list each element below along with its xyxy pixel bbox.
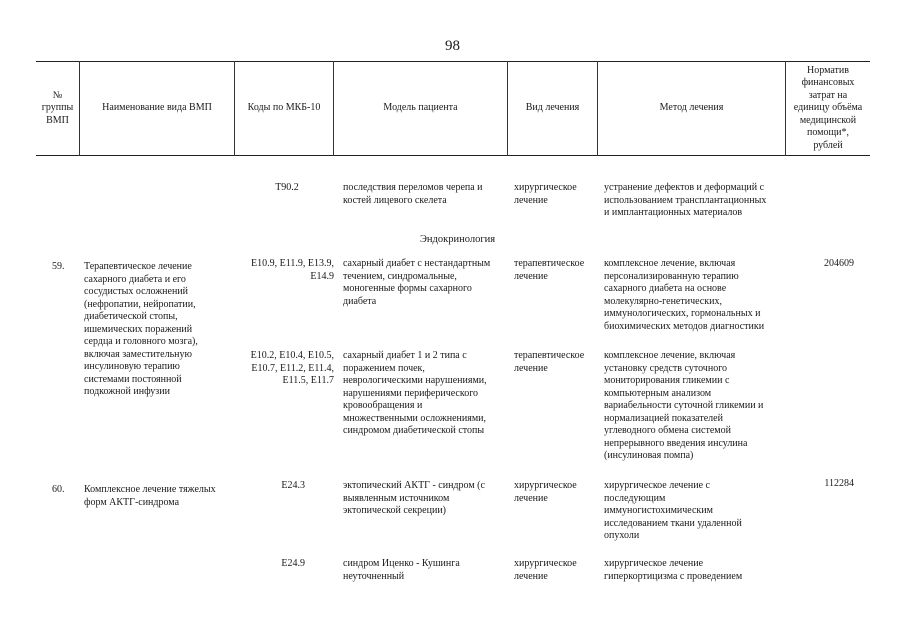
row-codes: T90.2 [275,182,299,193]
row-codes: E24.9 [281,558,305,569]
group-norm: 204609 [824,258,854,269]
row-codes: E10.9, E11.9, E13.9, E14.9 [251,258,334,282]
row-treatment: хирургическое лечение [514,480,577,504]
row-model: синдром Иценко - Кушинга неуточненный [343,558,460,582]
header-model: Модель пациента [383,102,458,114]
row-model: эктопический АКТГ - синдром (с выявленным источником эктопической секреции) [343,480,485,516]
row-codes: E24.3 [281,480,305,491]
header-name: Наименование вида ВМП [102,102,212,114]
header-method: Метод лечения [659,102,724,114]
header-codes: Коды по МКБ-10 [247,102,321,114]
header-norm: Норматив финансовых затрат на единицу объёма медицинской помощи*, рублей [793,64,863,151]
group-number: 59. [52,261,65,272]
page-number: 98 [445,38,460,54]
header-treatment: Вид лечения [525,102,580,114]
row-treatment: терапевтическое лечение [514,350,585,374]
row-method: комплексное лечение, включая установку средств суточного мониторирования гликемии с компьютерным анализом вариабельности суточной гликемии и нормализацией показателей углеводного обмена системой непрерывного введения инсулина (инсулиновая помпа) [604,350,764,461]
row-treatment: хирургическое лечение [514,558,577,582]
row-model: последствия переломов черепа и костей лицевого скелета [343,182,483,206]
header-group-no: № группы ВМП [41,89,74,126]
header-bottom-rule [36,155,870,156]
row-model: сахарный диабет с нестандартным течением, синдромальные, моногенные формы сахарного диабета [343,258,491,307]
section-heading: Эндокринология [420,234,496,245]
row-method: хирургическое лечение с последующим иммуногистохимическим исследованием ткани удаленной опухоли [604,480,742,541]
row-method: комплексное лечение, включая персонализированную терапию сахарного диабета на основе молекулярно-генетических, иммунологических, гормональных и биохимических методов диагностики [604,258,765,332]
row-model: сахарный диабет 1 и 2 типа с поражением почек, неврологическими нарушениями, нарушениями периферического кровообращения и множественными осложнениями, синдромом диабетической стопы [343,350,487,436]
row-treatment: хирургическое лечение [514,182,577,206]
row-treatment: терапевтическое лечение [514,258,585,282]
group-norm: 112284 [824,478,854,489]
group-number: 60. [52,484,65,495]
row-codes: E10.2, E10.4, E10.5, E10.7, E11.2, E11.4, E11.5, E11.7 [250,350,334,386]
group-name: Комплексное лечение тяжелых форм АКТГ-синдрома [84,484,216,508]
group-name: Терапевтическое лечение сахарного диабета и его сосудистых осложнений (нефропатии, нейропатии, диабетической стопы, ишемических поражений сердца и головного мозга), включая заместительную инсулиновую терапию системами постоянной подкожной инфузии [84,261,198,397]
row-method: хирургическое лечение гиперкортицизма с проведением [604,558,743,582]
row-method: устранение дефектов и деформаций с использованием трансплантационных и имплантационных материалов [604,182,767,218]
